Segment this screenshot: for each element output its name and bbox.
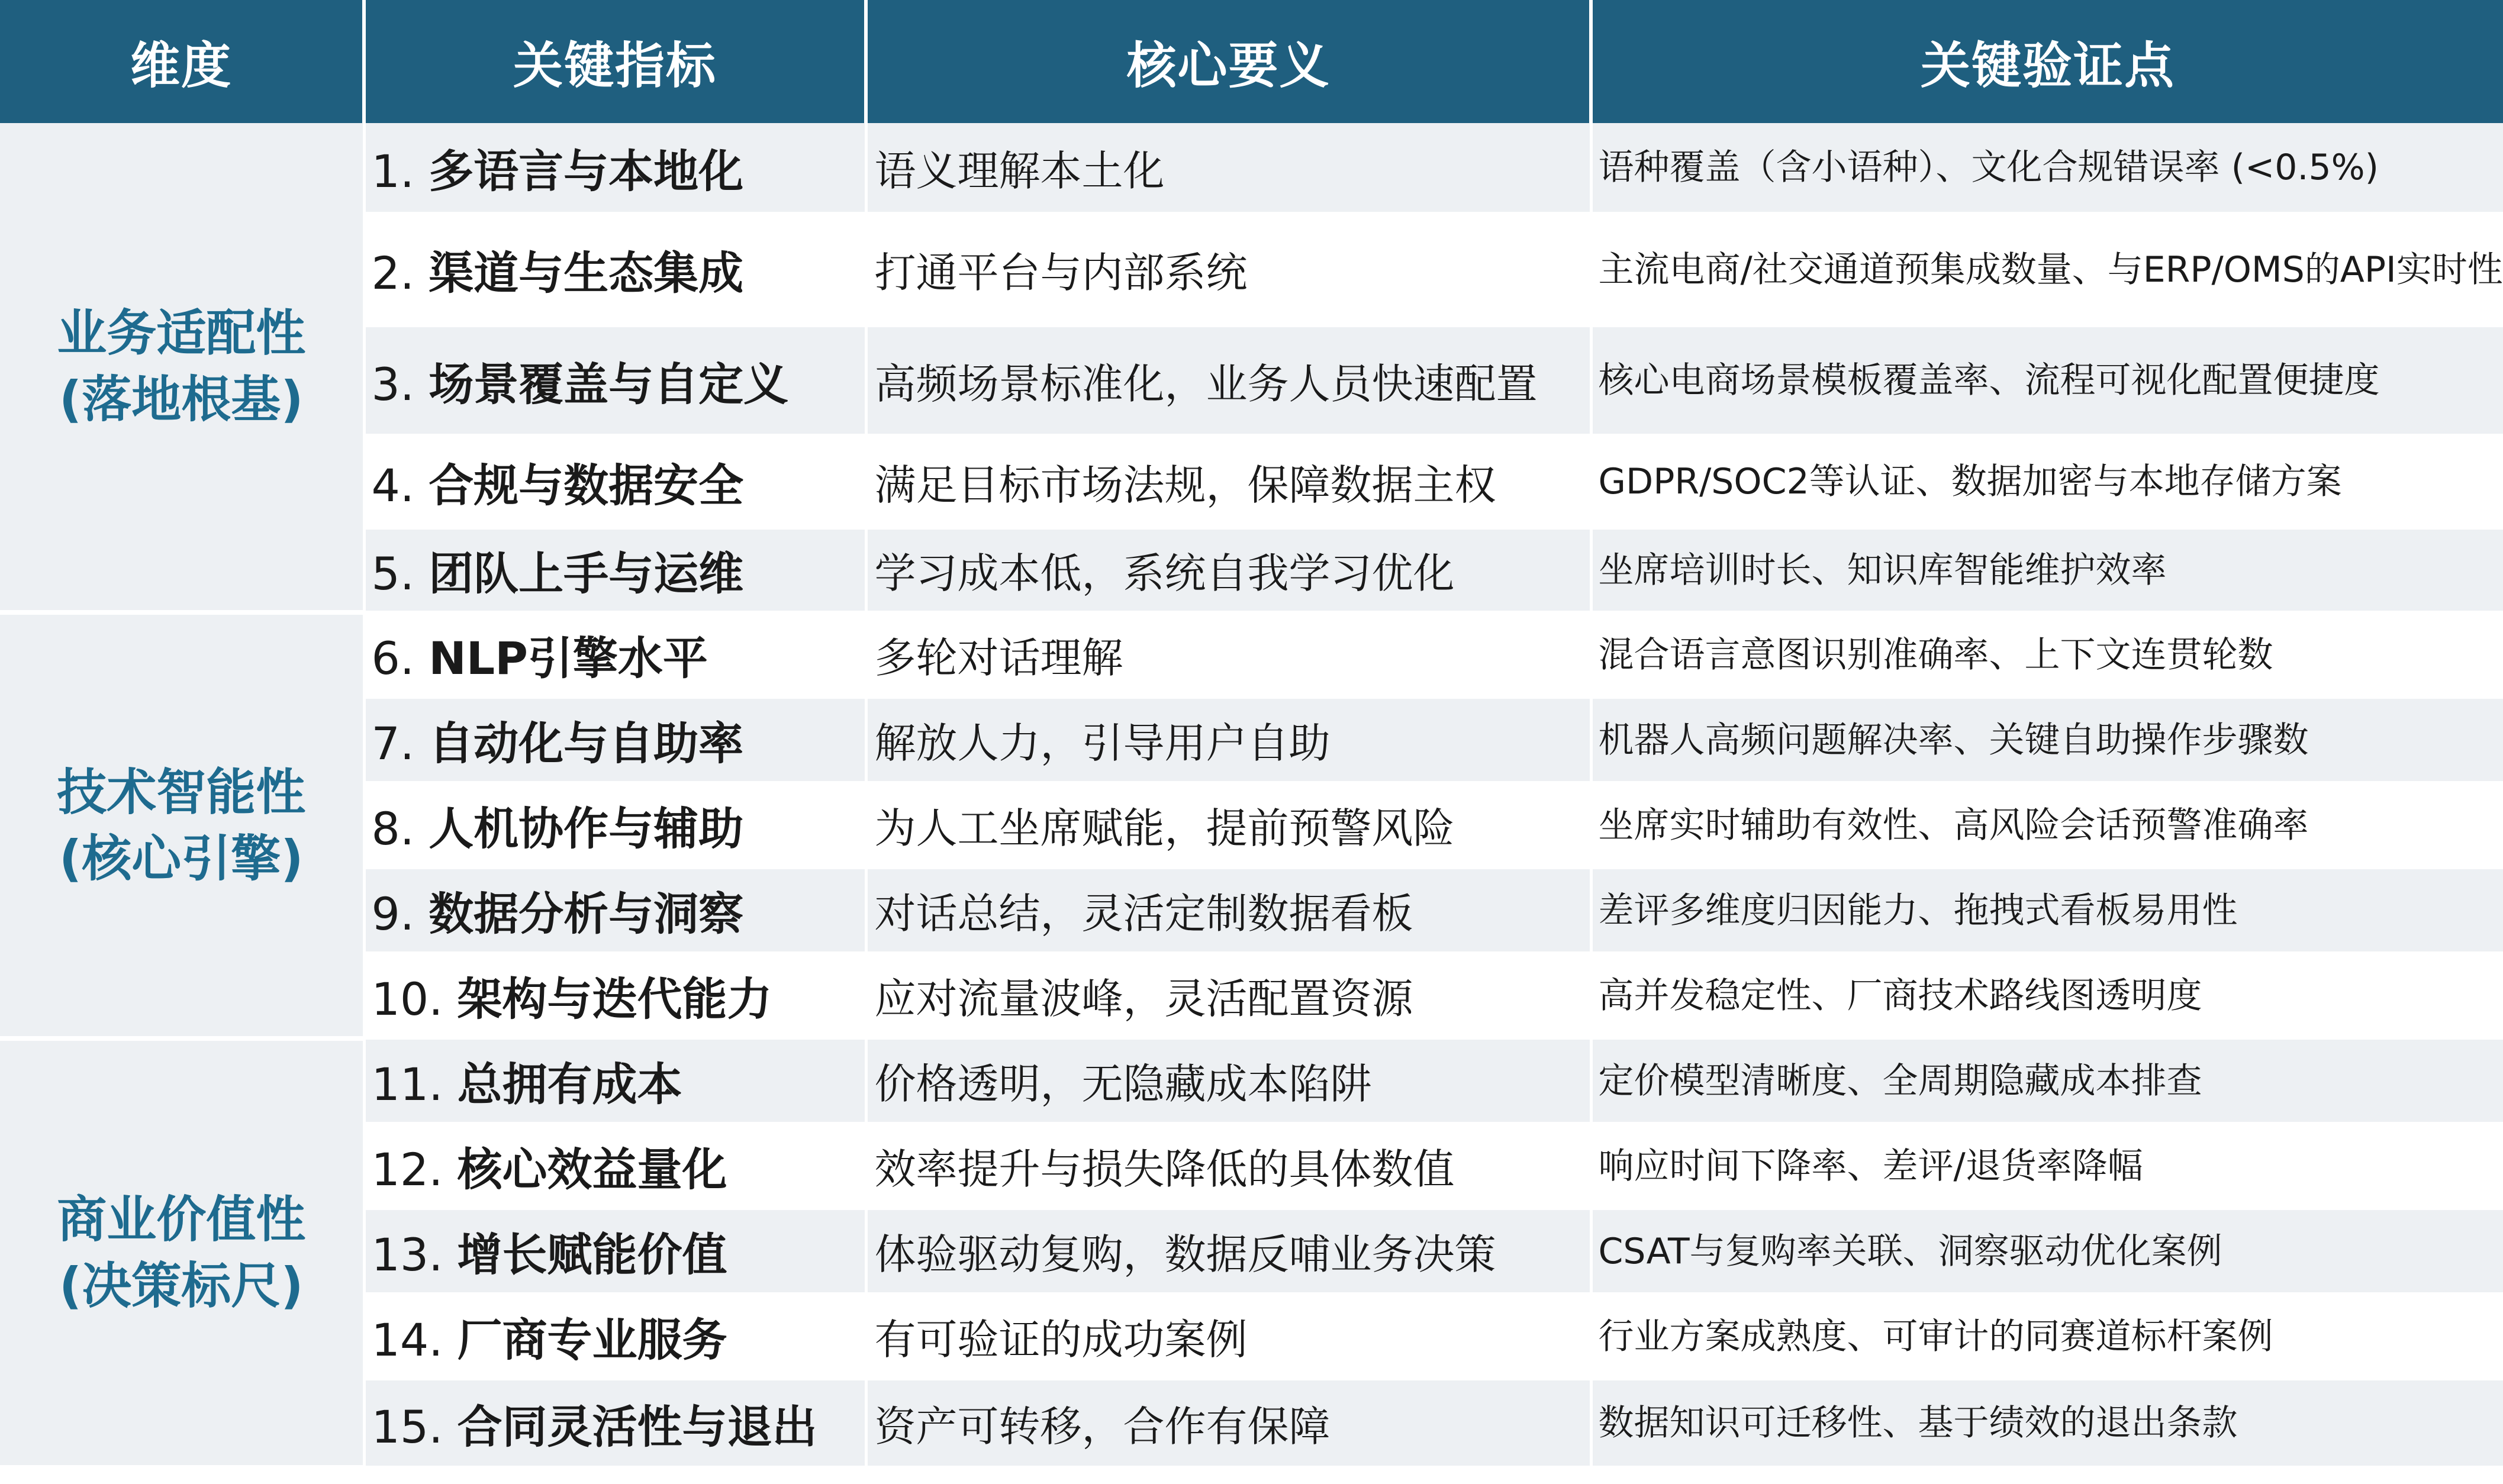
dimension-subtitle: (决策标尺): [59, 1257, 304, 1315]
indicator-cell: [364, 1038, 866, 1124]
indicator-cell: [364, 612, 866, 698]
indicator-number: 12.: [371, 1143, 443, 1196]
indicator-cell: [364, 698, 866, 783]
core-meaning-cell: 体验驱动复购，数据反哺业务决策: [866, 1209, 1591, 1294]
verification-cell: 语种覆盖（含小语种）、文化合规错误率 (<0.5%): [1591, 123, 2503, 214]
indicator-name: 总拥有成本: [457, 1058, 682, 1111]
header-key-indicator: 关键指标: [364, 0, 866, 123]
indicator-cell: [364, 123, 866, 214]
table-row: [0, 1379, 2503, 1467]
indicator-name: 自动化与自助率: [429, 717, 744, 770]
indicator-number: 6.: [371, 632, 415, 685]
indicator-cell: [364, 868, 866, 953]
indicator-number: 9.: [371, 888, 415, 940]
table-row: [0, 326, 2503, 435]
core-meaning-cell: 价格透明，无隐藏成本陷阱: [866, 1038, 1591, 1124]
indicator-number: 4.: [371, 459, 415, 512]
table-row: [0, 123, 2503, 214]
indicator-number: 13.: [371, 1228, 443, 1281]
indicator-cell: [364, 1209, 866, 1294]
verification-cell: 差评多维度归因能力、拖拽式看板易用性: [1591, 868, 2503, 953]
verification-cell: 主流电商/社交通道预集成数量、与ERP/OMS的API实时性: [1591, 214, 2503, 326]
core-meaning-cell: 对话总结，灵活定制数据看板: [866, 868, 1591, 953]
table-row: [0, 1209, 2503, 1294]
indicator-name: 数据分析与洞察: [429, 888, 744, 940]
indicator-name: 人机协作与辅助: [429, 802, 744, 855]
indicator-name: NLP引擎水平: [429, 632, 708, 685]
core-meaning-cell: 多轮对话理解: [866, 612, 1591, 698]
indicator-number: 11.: [371, 1058, 443, 1111]
verification-cell: 核心电商场景模板覆盖率、流程可视化配置便捷度: [1591, 326, 2503, 435]
core-meaning-cell: 高频场景标准化，业务人员快速配置: [866, 326, 1591, 435]
indicator-number: 3.: [371, 357, 415, 411]
indicator-name: 团队上手与运维: [429, 547, 744, 600]
verification-cell: GDPR/SOC2等认证、数据加密与本地存储方案: [1591, 435, 2503, 528]
core-meaning-cell: 为人工坐席赋能，提前预警风险: [866, 783, 1591, 868]
header-key-verification: 关键验证点: [1591, 0, 2503, 123]
indicator-number: 7.: [371, 717, 415, 770]
indicator-cell: [364, 1294, 866, 1379]
indicator-name: 合同灵活性与退出: [457, 1400, 817, 1453]
dimension-cell-business-fit: [0, 123, 364, 612]
core-meaning-cell: 语义理解本土化: [866, 123, 1591, 214]
verification-cell: 数据知识可迁移性、基于绩效的退出条款: [1591, 1379, 2503, 1467]
core-meaning-cell: 应对流量波峰，灵活配置资源: [866, 953, 1591, 1038]
verification-cell: 响应时间下降率、差评/退货率降幅: [1591, 1124, 2503, 1209]
core-meaning-cell: 解放人力，引导用户自助: [866, 698, 1591, 783]
indicator-number: 14.: [371, 1314, 443, 1366]
table-row: [0, 1124, 2503, 1209]
table-row: [0, 435, 2503, 528]
table-row: [0, 1294, 2503, 1379]
indicator-cell: [364, 953, 866, 1038]
table-row: [0, 868, 2503, 953]
indicator-name: 厂商专业服务: [457, 1314, 727, 1366]
indicator-cell: [364, 1379, 866, 1467]
header-row: [0, 0, 2503, 123]
table-body: [0, 123, 2503, 1467]
dimension-title: 业务适配性: [57, 304, 306, 363]
dimension-title: 技术智能性: [57, 763, 306, 821]
verification-cell: 坐席实时辅助有效性、高风险会话预警准确率: [1591, 783, 2503, 868]
indicator-name: 多语言与本地化: [429, 144, 744, 198]
indicator-number: 10.: [371, 973, 443, 1025]
table-row: [0, 612, 2503, 698]
table-row: [0, 698, 2503, 783]
indicator-name: 合规与数据安全: [429, 459, 744, 512]
indicator-number: 1.: [371, 144, 415, 198]
indicator-cell: [364, 326, 866, 435]
indicator-name: 核心效益量化: [457, 1143, 727, 1196]
dimension-cell-business-value: [0, 1038, 364, 1467]
dimension-subtitle: (核心引擎): [59, 829, 304, 888]
table-header: [0, 0, 2503, 123]
core-meaning-cell: 打通平台与内部系统: [866, 214, 1591, 326]
verification-cell: 定价模型清晰度、全周期隐藏成本排查: [1591, 1038, 2503, 1124]
verification-cell: CSAT与复购率关联、洞察驱动优化案例: [1591, 1209, 2503, 1294]
header-dimension: 维度: [0, 0, 364, 123]
indicator-number: 8.: [371, 802, 415, 855]
dimension-subtitle: (落地根基): [59, 370, 304, 429]
verification-cell: 机器人高频问题解决率、关键自助操作步骤数: [1591, 698, 2503, 783]
verification-cell: 混合语言意图识别准确率、上下文连贯轮数: [1591, 612, 2503, 698]
dimension-cell-tech-intelligence: [0, 612, 364, 1038]
indicator-number: 15.: [371, 1400, 443, 1453]
indicator-number: 2.: [371, 247, 415, 299]
dimension-title: 商业价值性: [57, 1191, 306, 1249]
indicator-name: 增长赋能价值: [457, 1228, 727, 1281]
indicator-cell: [364, 1124, 866, 1209]
table-row: [0, 214, 2503, 326]
verification-cell: 坐席培训时长、知识库智能维护效率: [1591, 528, 2503, 612]
indicator-cell: [364, 435, 866, 528]
indicator-name: 架构与迭代能力: [457, 973, 772, 1025]
core-meaning-cell: 学习成本低，系统自我学习优化: [866, 528, 1591, 612]
core-meaning-cell: 效率提升与损失降低的具体数值: [866, 1124, 1591, 1209]
verification-cell: 行业方案成熟度、可审计的同赛道标杆案例: [1591, 1294, 2503, 1379]
indicator-name: 场景覆盖与自定义: [429, 357, 789, 411]
header-core-meaning: 核心要义: [866, 0, 1591, 123]
indicator-cell: [364, 783, 866, 868]
indicator-name: 渠道与生态集成: [429, 247, 744, 299]
indicator-number: 5.: [371, 547, 415, 600]
indicator-cell: [364, 214, 866, 326]
core-meaning-cell: 资产可转移，合作有保障: [866, 1379, 1591, 1467]
indicator-cell: [364, 528, 866, 612]
table-row: [0, 1038, 2503, 1124]
core-meaning-cell: 有可验证的成功案例: [866, 1294, 1591, 1379]
core-meaning-cell: 满足目标市场法规，保障数据主权: [866, 435, 1591, 528]
table-row: [0, 953, 2503, 1038]
table-row: [0, 528, 2503, 612]
table-row: [0, 783, 2503, 868]
verification-cell: 高并发稳定性、厂商技术路线图透明度: [1591, 953, 2503, 1038]
